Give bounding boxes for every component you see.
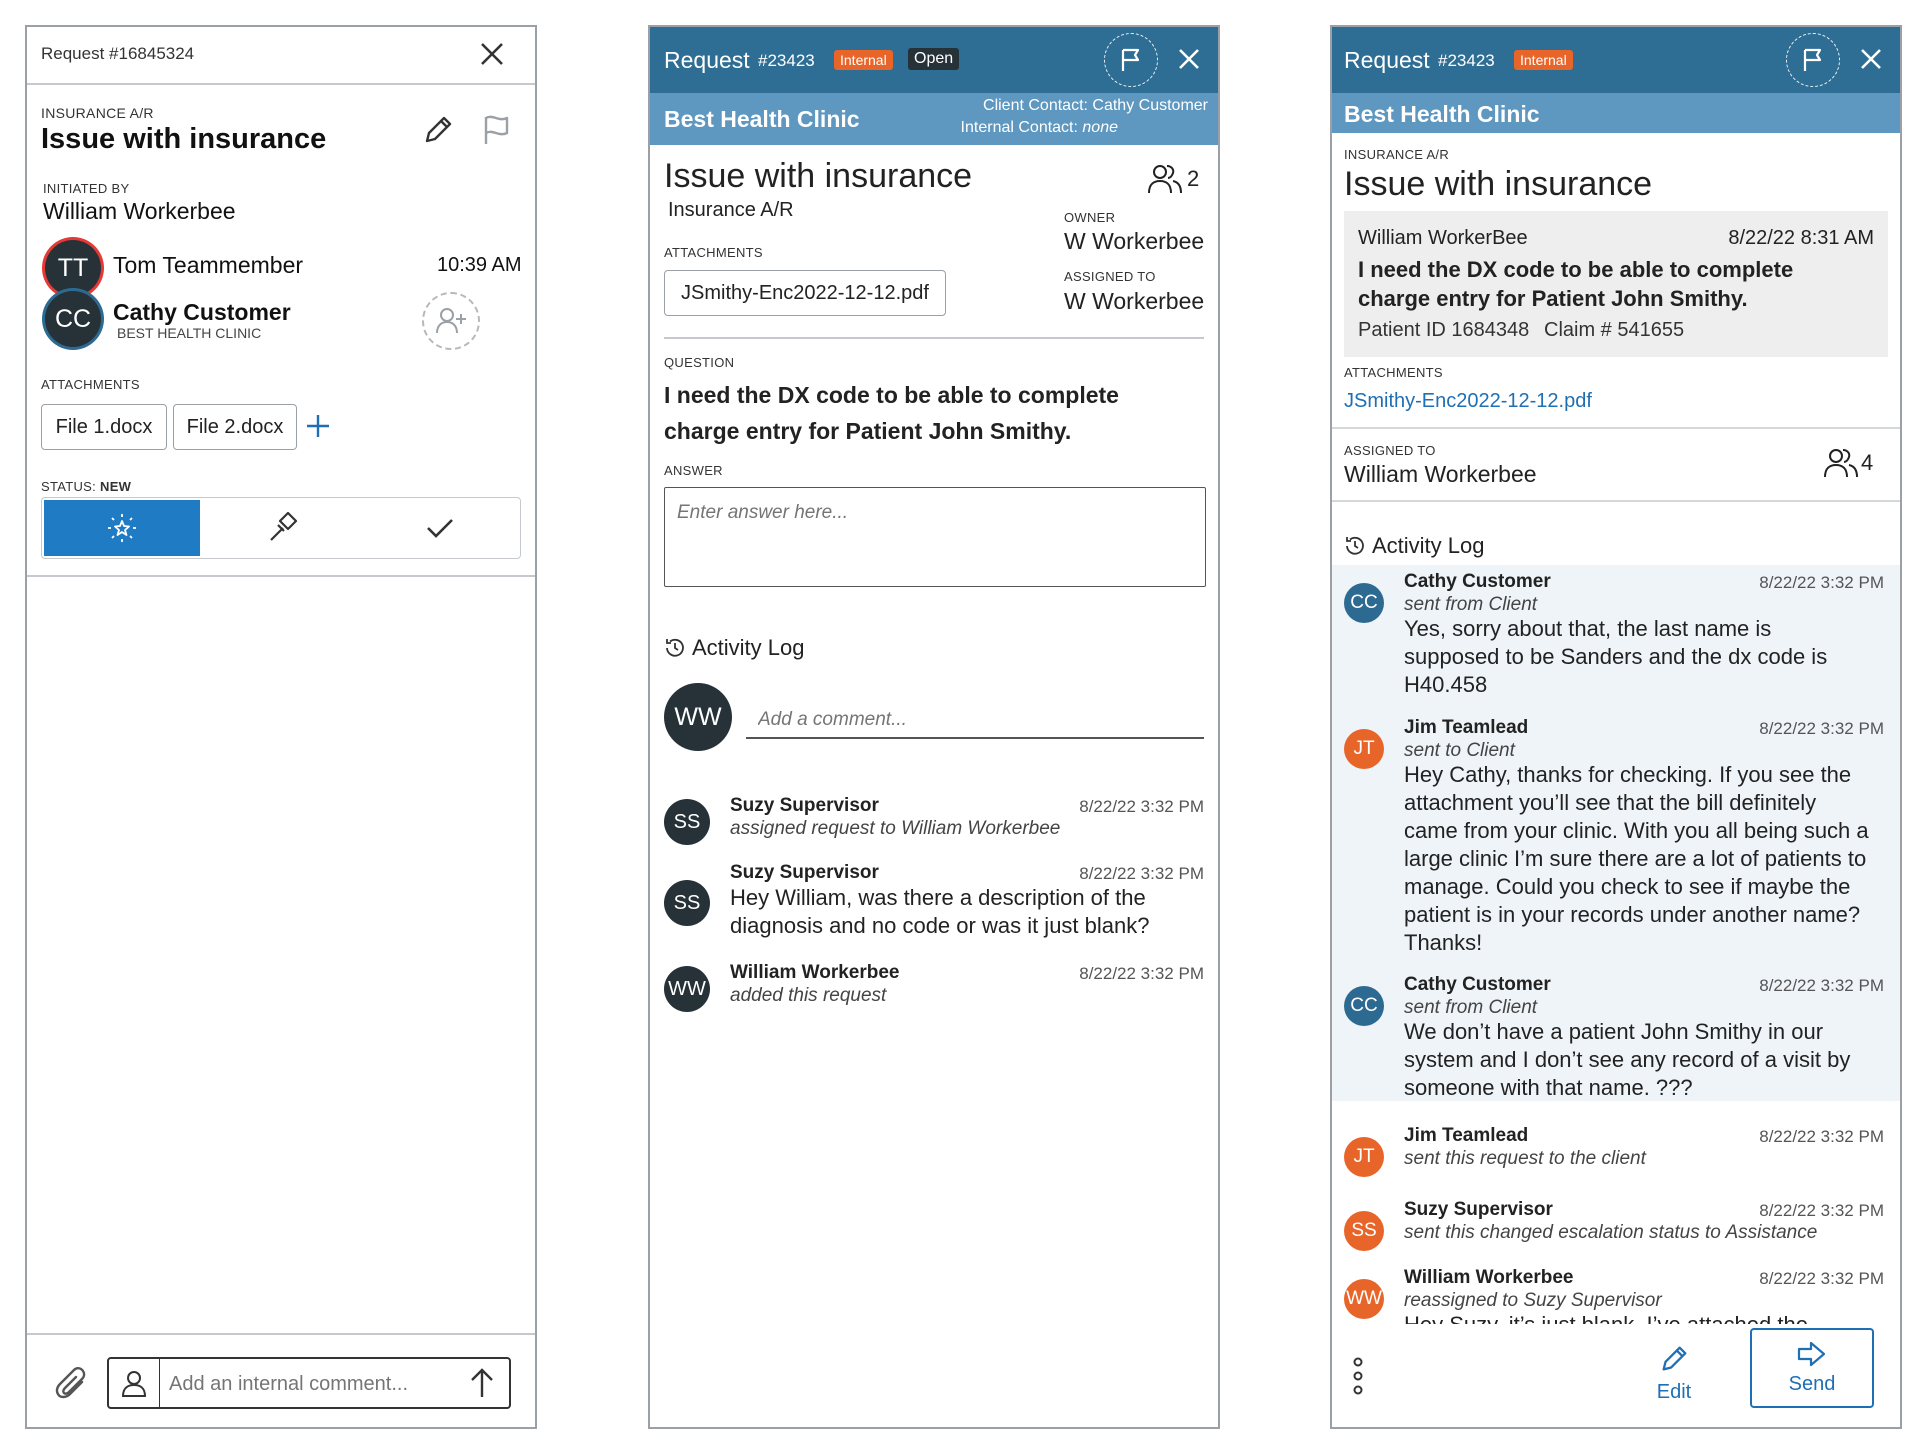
close-icon[interactable] [1859,47,1883,71]
internal-badge: Internal [1514,50,1573,70]
message-text: I need the DX code to be able to complete charge entry for Patient John Smithy. [1358,257,1794,311]
status-value: NEW [100,479,132,494]
log-author: William Workerbee [730,962,900,983]
people-icon [1147,163,1183,195]
attachments-label: ATTACHMENTS [664,245,763,260]
log-action: assigned request to William Workerbee [730,818,1061,839]
log-time: 8/22/22 3:32 PM [1759,976,1884,995]
owner-label: OWNER [1064,210,1116,225]
log-action: sent from Client [1404,594,1538,615]
log-author: William Workerbee [1404,1267,1574,1288]
flag-icon[interactable] [1104,33,1158,87]
log-entry [1344,1125,1884,1181]
status-segmented-control [41,497,521,559]
answer-input[interactable] [664,487,1206,587]
client-contact: Client Contact: Cathy Customer [983,97,1208,114]
avatar: SS [1344,1211,1384,1251]
activity-log-header [1344,533,1485,559]
log-time: 8/22/22 3:32 PM [1079,864,1204,883]
panel-header [27,27,535,85]
send-arrow-icon [1797,1341,1827,1367]
log-time: 8/22/22 3:32 PM [1759,719,1884,738]
open-badge: Open [908,48,959,70]
internal-contact: Internal Contact: none [960,119,1118,136]
log-message: Hey William, was there a description of the diagnosis and no code or was it just blank? [730,885,1150,938]
comment-input[interactable] [746,703,1204,739]
log-author: Cathy Customer [1404,571,1551,592]
log-action: sent this request to the client [1404,1148,1646,1169]
close-icon[interactable] [1177,47,1201,71]
internal-badge: Internal [834,50,893,70]
category: Insurance A/R [668,199,794,221]
log-time: 8/22/22 3:32 PM [1759,1127,1884,1146]
log-entry [664,962,1204,1022]
avatar: CC [1344,986,1384,1026]
flag-icon[interactable] [1786,33,1840,87]
issue-title: Issue with insurance [41,123,327,155]
initiated-by-label: INITIATED BY [43,181,130,196]
activity-log-header [664,635,805,661]
owner-name: W Workerbee [1064,228,1205,254]
people-icon [1823,447,1859,479]
close-icon[interactable] [479,41,505,67]
assigned-name: W Workerbee [1064,288,1205,314]
avatar: SS [664,880,710,926]
attachment-chip-2[interactable]: File 2.docx [173,404,297,450]
log-entry [1344,1199,1884,1255]
log-entry [1344,571,1884,711]
message-time: 8/22/22 8:31 AM [1728,227,1874,249]
issue-title: Issue with insurance [664,157,973,195]
message-author: William WorkerBee [1358,227,1528,249]
flag-icon[interactable] [479,113,513,147]
sparkle-star-icon [107,513,137,543]
checkmark-icon [425,513,455,543]
attachment-chip[interactable]: JSmithy-Enc2022-12-12.pdf [664,270,946,316]
status-new-button[interactable] [44,500,200,556]
avatar-teammate: TT [45,240,101,296]
request-panel-client [1330,25,1902,1429]
send-label: Send [1788,1372,1836,1395]
panel-header [650,27,1218,93]
log-action: sent this changed escalation status to Assistance [1404,1222,1818,1243]
log-action: added this request [730,985,887,1006]
avatar: WW [1344,1279,1384,1319]
internal-comment-input[interactable] [167,1369,451,1399]
category-label: INSURANCE A/R [41,105,154,121]
log-entry [1344,974,1884,1100]
question-label: QUESTION [664,355,735,370]
log-author: Jim Teamlead [1404,717,1529,738]
hammer-icon [266,512,298,544]
log-message: Yes, sorry about that, the last name is supposed to be Sanders and the dx code is H40.458 [1404,616,1828,697]
log-message: We don’t have a patient John Smithy in our system and I don’t see any record of a visit by someone with that name. ??? [1404,1019,1851,1100]
paperclip-icon[interactable] [55,1367,91,1403]
edit-label: Edit [1656,1380,1692,1403]
avatar: WW [664,966,710,1012]
category-label: INSURANCE A/R [1344,147,1450,162]
participants-count: 2 [1187,166,1200,191]
participants[interactable] [1147,163,1199,195]
log-entry [664,795,1204,855]
participants[interactable] [1823,447,1873,479]
teammate-time: 10:39 AM [437,254,522,276]
teammate-name: Tom Teammember [113,252,304,278]
edit-pencil-icon[interactable] [421,113,455,147]
log-message: Hey Cathy, thanks for checking. If you see the attachment you’ll see that the bill definitely came from your clinic. With you all being such a large clinic I’m sure there are a lot of patients to manage. Could you check to see if maybe the patient is in your records under another name? Thanks! [1404,762,1869,955]
customer-name: Cathy Customer [113,299,291,325]
divider [1332,500,1900,502]
log-time: 8/22/22 3:32 PM [1759,1201,1884,1220]
status-label: STATUS: NEW [41,479,132,494]
clinic-name: Best Health Clinic [664,106,860,132]
log-author: Jim Teamlead [1404,1125,1529,1146]
divider [664,337,1204,339]
issue-title: Issue with insurance [1344,165,1653,203]
log-author: Suzy Supervisor [730,795,879,816]
request-label: Request [1344,47,1430,73]
clinic-name: Best Health Clinic [1344,101,1540,127]
divider [27,575,535,577]
attachments-label: ATTACHMENTS [41,377,140,392]
status-in-progress-button[interactable] [202,500,362,556]
assigned-label: ASSIGNED TO [1064,269,1156,284]
log-time: 8/22/22 3:32 PM [1759,1269,1884,1288]
request-label: Request [664,47,750,73]
clinic-bar [650,93,1218,145]
edit-pencil-icon [1658,1343,1690,1375]
question-text: I need the DX code to be able to complete charge entry for Patient John Smithy. [664,382,1119,444]
more-options-icon[interactable] [1352,1356,1364,1396]
internal-comment-box[interactable] [107,1357,511,1409]
send-arrow-up-icon[interactable] [467,1367,497,1399]
attachment-link[interactable]: JSmithy-Enc2022-12-12.pdf [1344,390,1592,412]
participants-count: 4 [1861,450,1874,475]
divider [27,1333,535,1335]
customer-org: BEST HEALTH CLINIC [117,325,262,341]
person-icon[interactable] [109,1359,160,1407]
attachment-chip-1[interactable]: File 1.docx [41,404,167,450]
attachments-label: ATTACHMENTS [1344,365,1443,380]
log-author: Suzy Supervisor [730,862,879,883]
add-participant-icon[interactable] [422,292,480,350]
avatar-current-user: WW [664,683,732,751]
original-message-card [1344,211,1888,357]
patient-id: Patient ID 1684348 [1358,319,1530,341]
log-action: reassigned to Suzy Supervisor [1404,1290,1662,1311]
avatar-customer: CC [45,291,101,347]
panel-header [1332,27,1900,93]
request-panel-detail [648,25,1220,1429]
log-action: sent from Client [1404,997,1538,1018]
send-button[interactable] [1750,1328,1874,1408]
answer-label: ANSWER [664,463,723,478]
request-number: #23423 [1438,51,1495,70]
status-done-button[interactable] [362,500,518,556]
log-entry [1344,717,1884,955]
add-attachment-icon[interactable] [305,413,331,439]
avatar: JT [1344,729,1384,769]
divider [1332,427,1900,429]
log-entry [664,862,1204,942]
avatar: SS [664,799,710,845]
edit-button[interactable] [1632,1334,1716,1412]
action-footer [1332,1324,1900,1429]
activity-log-title: Activity Log [1372,533,1485,558]
assigned-label: ASSIGNED TO [1344,443,1436,458]
log-time: 8/22/22 3:32 PM [1079,964,1204,983]
activity-log-title: Activity Log [692,635,805,660]
log-time: 8/22/22 3:32 PM [1079,797,1204,816]
log-author: Cathy Customer [1404,974,1551,995]
claim-number: Claim # 541655 [1544,319,1685,341]
request-number: #23423 [758,51,815,70]
log-author: Suzy Supervisor [1404,1199,1553,1220]
assigned-name: William Workerbee [1344,461,1537,487]
history-icon [664,637,686,659]
log-time: 8/22/22 3:32 PM [1759,573,1884,592]
request-title: Request #16845324 [41,44,195,63]
initiated-by-name: William Workerbee [43,198,236,224]
history-icon [1344,535,1366,557]
avatar: JT [1344,1137,1384,1177]
clinic-bar [1332,93,1900,133]
log-action: sent to Client [1404,740,1515,761]
request-panel-compact [25,25,537,1429]
avatar: CC [1344,583,1384,623]
